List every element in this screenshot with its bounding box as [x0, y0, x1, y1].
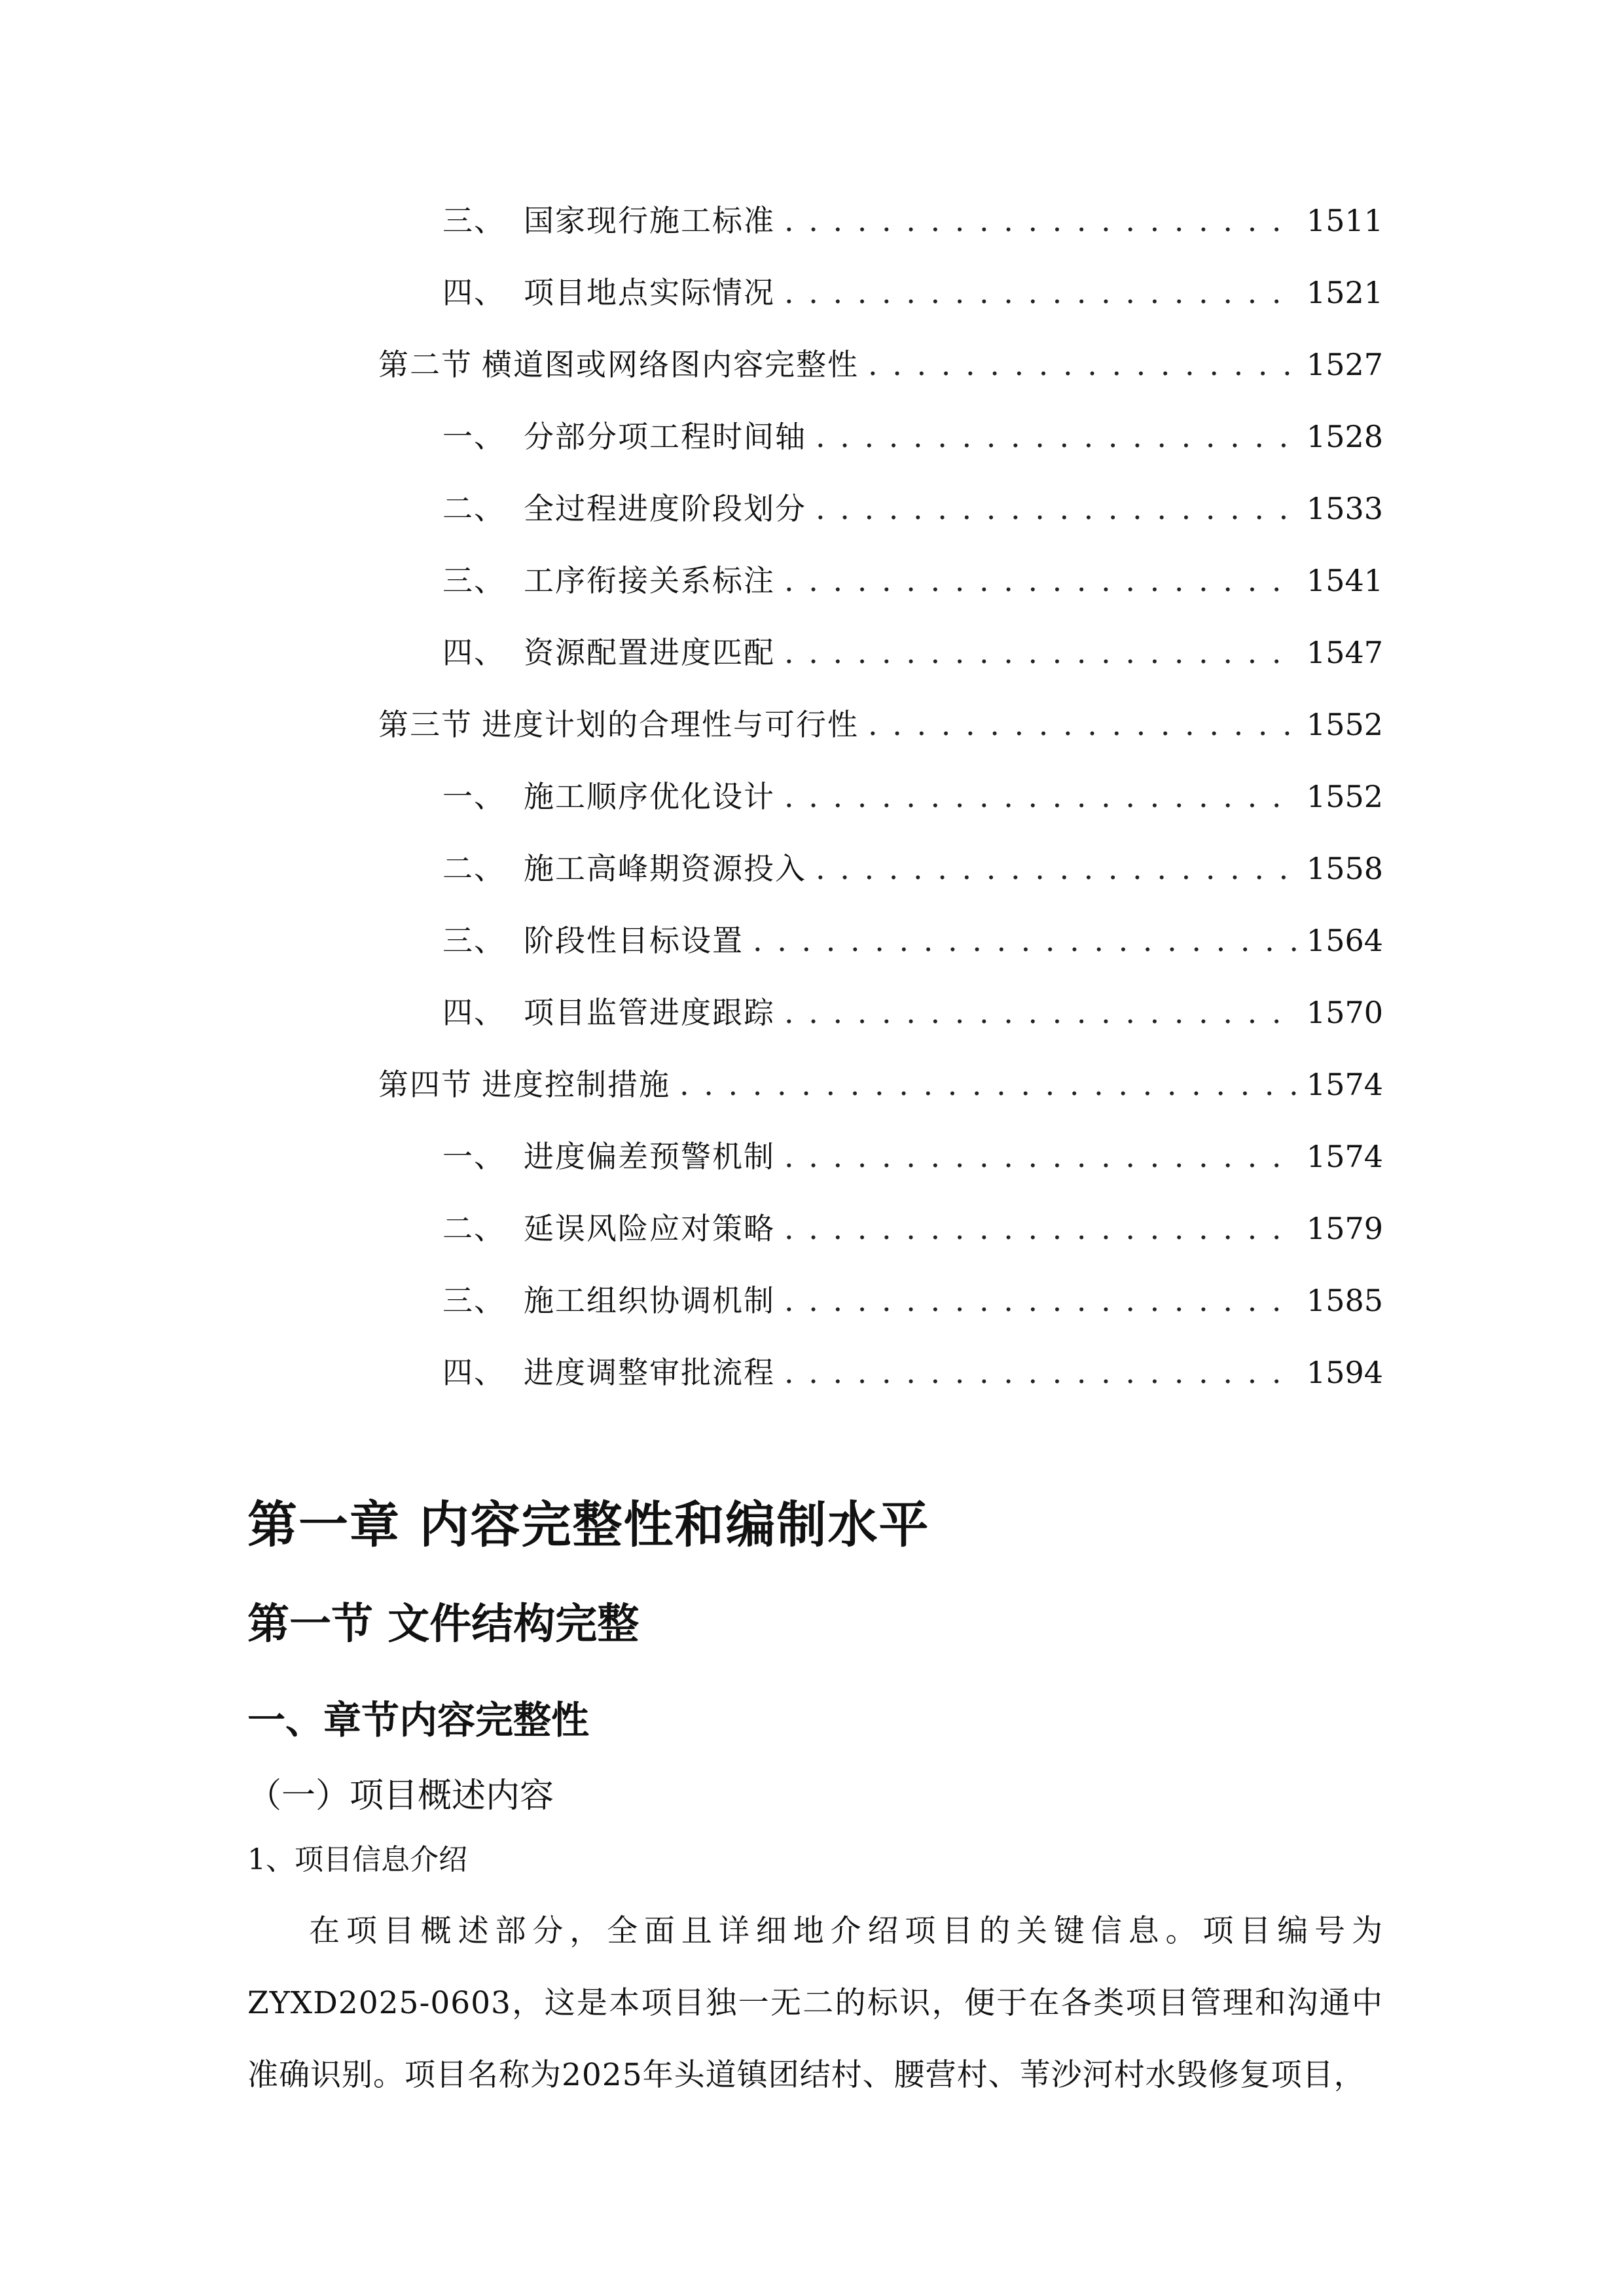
toc-entry-page: 1570 [1306, 995, 1383, 1030]
toc-dot-leader [784, 1353, 1297, 1392]
toc-entry-title: 阶段性目标设置 [524, 923, 744, 958]
toc-entry-number: 二、 [442, 851, 505, 886]
toc-entry[interactable] [442, 201, 1383, 240]
toc-entry-number: 一、 [442, 1139, 505, 1174]
toc-entry-title: 进度计划的合理性与可行性 [482, 707, 859, 742]
toc-entry-title: 施工高峰期资源投入 [524, 851, 806, 886]
toc-entry-number: 三、 [442, 923, 505, 958]
toc-entry-title: 进度调整审批流程 [524, 1355, 775, 1390]
toc-entry-page: 1574 [1306, 1139, 1383, 1174]
toc-entry-page: 1564 [1306, 923, 1383, 958]
section-heading: 第一节 文件结构完整 [247, 1600, 640, 1649]
toc-entry-number: 一、 [442, 779, 505, 814]
toc-entry-title: 全过程进度阶段划分 [524, 491, 806, 526]
toc-entry[interactable] [442, 633, 1383, 672]
toc-entry[interactable] [442, 1281, 1383, 1320]
toc-entry-page: 1547 [1306, 635, 1383, 670]
toc-entry-number: 四、 [442, 1355, 505, 1390]
toc-entry-number: 四、 [442, 635, 505, 670]
toc-entry-number: 三、 [442, 563, 505, 598]
toc-entry[interactable] [442, 1137, 1383, 1176]
toc-entry-number: 第二节 [378, 347, 473, 382]
toc-entry-number: 三、 [442, 203, 505, 238]
toc-dot-leader [784, 993, 1297, 1032]
toc-entry[interactable] [442, 489, 1383, 528]
toc-entry[interactable] [442, 777, 1383, 816]
toc-entry[interactable] [442, 1353, 1383, 1392]
toc-entry[interactable] [442, 273, 1383, 312]
toc-entry[interactable] [442, 849, 1383, 888]
toc-entry-title: 项目监管进度跟踪 [524, 995, 775, 1030]
toc-entry[interactable] [442, 993, 1383, 1032]
toc-dot-leader [753, 921, 1297, 960]
toc-entry-title: 横道图或网络图内容完整性 [482, 347, 859, 382]
toc-entry-page: 1528 [1306, 419, 1383, 454]
toc-entry-title: 资源配置进度匹配 [524, 635, 775, 670]
toc-dot-leader [784, 777, 1297, 816]
toc-entry-title: 分部分项工程时间轴 [524, 419, 806, 454]
toc-entry-page: 1552 [1306, 779, 1383, 814]
toc-dot-leader [784, 273, 1297, 312]
toc-dot-leader [784, 1209, 1297, 1248]
toc-entry-number: 二、 [442, 1211, 505, 1246]
chapter-heading: 第一章 内容完整性和编制水平 [247, 1496, 930, 1554]
point-heading: 1、项目信息介绍 [247, 1843, 467, 1876]
toc-entry-page: 1594 [1306, 1355, 1383, 1390]
toc-entry-number: 四、 [442, 995, 505, 1030]
subsection-heading: 一、章节内容完整性 [247, 1698, 590, 1742]
toc-entry-page: 1521 [1306, 275, 1383, 310]
toc-dot-leader [816, 849, 1297, 888]
toc-entry[interactable] [442, 417, 1383, 456]
toc-entry[interactable] [442, 1209, 1383, 1248]
toc-entry-title: 国家现行施工标准 [524, 203, 775, 238]
toc-dot-leader [784, 561, 1297, 600]
toc-entry[interactable] [442, 561, 1383, 600]
toc-dot-leader [816, 489, 1297, 528]
toc-entry-page: 1533 [1306, 491, 1383, 526]
toc-entry-page: 1574 [1306, 1067, 1383, 1102]
toc-dot-leader [784, 633, 1297, 672]
toc-entry-number: 第四节 [378, 1067, 473, 1102]
toc-dot-leader [868, 705, 1297, 744]
toc-dot-leader [816, 417, 1297, 456]
toc-entry-page: 1552 [1306, 707, 1383, 742]
toc-dot-leader [784, 201, 1297, 240]
toc-dot-leader [784, 1281, 1297, 1320]
toc-entry[interactable] [378, 1065, 1383, 1104]
toc-dot-leader [784, 1137, 1297, 1176]
toc-dot-leader [868, 345, 1297, 384]
toc-entry-page: 1541 [1306, 563, 1383, 598]
body-paragraph: 在项目概述部分，全面且详细地介绍项目的关键信息。项目编号为ZYXD2025-0603，这是本项目独一无二的标识，便于在各类项目管理和沟通中准确识别。项目名称为2025年头道镇团结村、腰营村、苇沙河村水毁修复项目， [247, 1913, 1383, 2093]
toc-entry-number: 四、 [442, 275, 505, 310]
toc-entry-page: 1579 [1306, 1211, 1383, 1246]
toc-dot-leader [679, 1065, 1297, 1104]
toc-entry-page: 1558 [1306, 851, 1383, 886]
item-heading: （一）项目概述内容 [247, 1776, 554, 1816]
toc-entry-page: 1527 [1306, 347, 1383, 382]
toc-entry-title: 项目地点实际情况 [524, 275, 775, 310]
toc-entry-number: 二、 [442, 491, 505, 526]
toc-entry-title: 进度偏差预警机制 [524, 1139, 775, 1174]
toc-entry-title: 施工组织协调机制 [524, 1283, 775, 1318]
toc-entry-title: 进度控制措施 [482, 1067, 670, 1102]
toc-entry-number: 一、 [442, 419, 505, 454]
toc-entry[interactable] [378, 705, 1383, 744]
toc-entry[interactable] [442, 921, 1383, 960]
toc-entry-page: 1511 [1306, 203, 1383, 238]
toc-entry-number: 第三节 [378, 707, 473, 742]
toc-entry-title: 延误风险应对策略 [524, 1211, 775, 1246]
toc-entry-title: 施工顺序优化设计 [524, 779, 775, 814]
toc-entry-title: 工序衔接关系标注 [524, 563, 775, 598]
toc-entry[interactable] [378, 345, 1383, 384]
toc-entry-number: 三、 [442, 1283, 505, 1318]
toc-entry-page: 1585 [1306, 1283, 1383, 1318]
